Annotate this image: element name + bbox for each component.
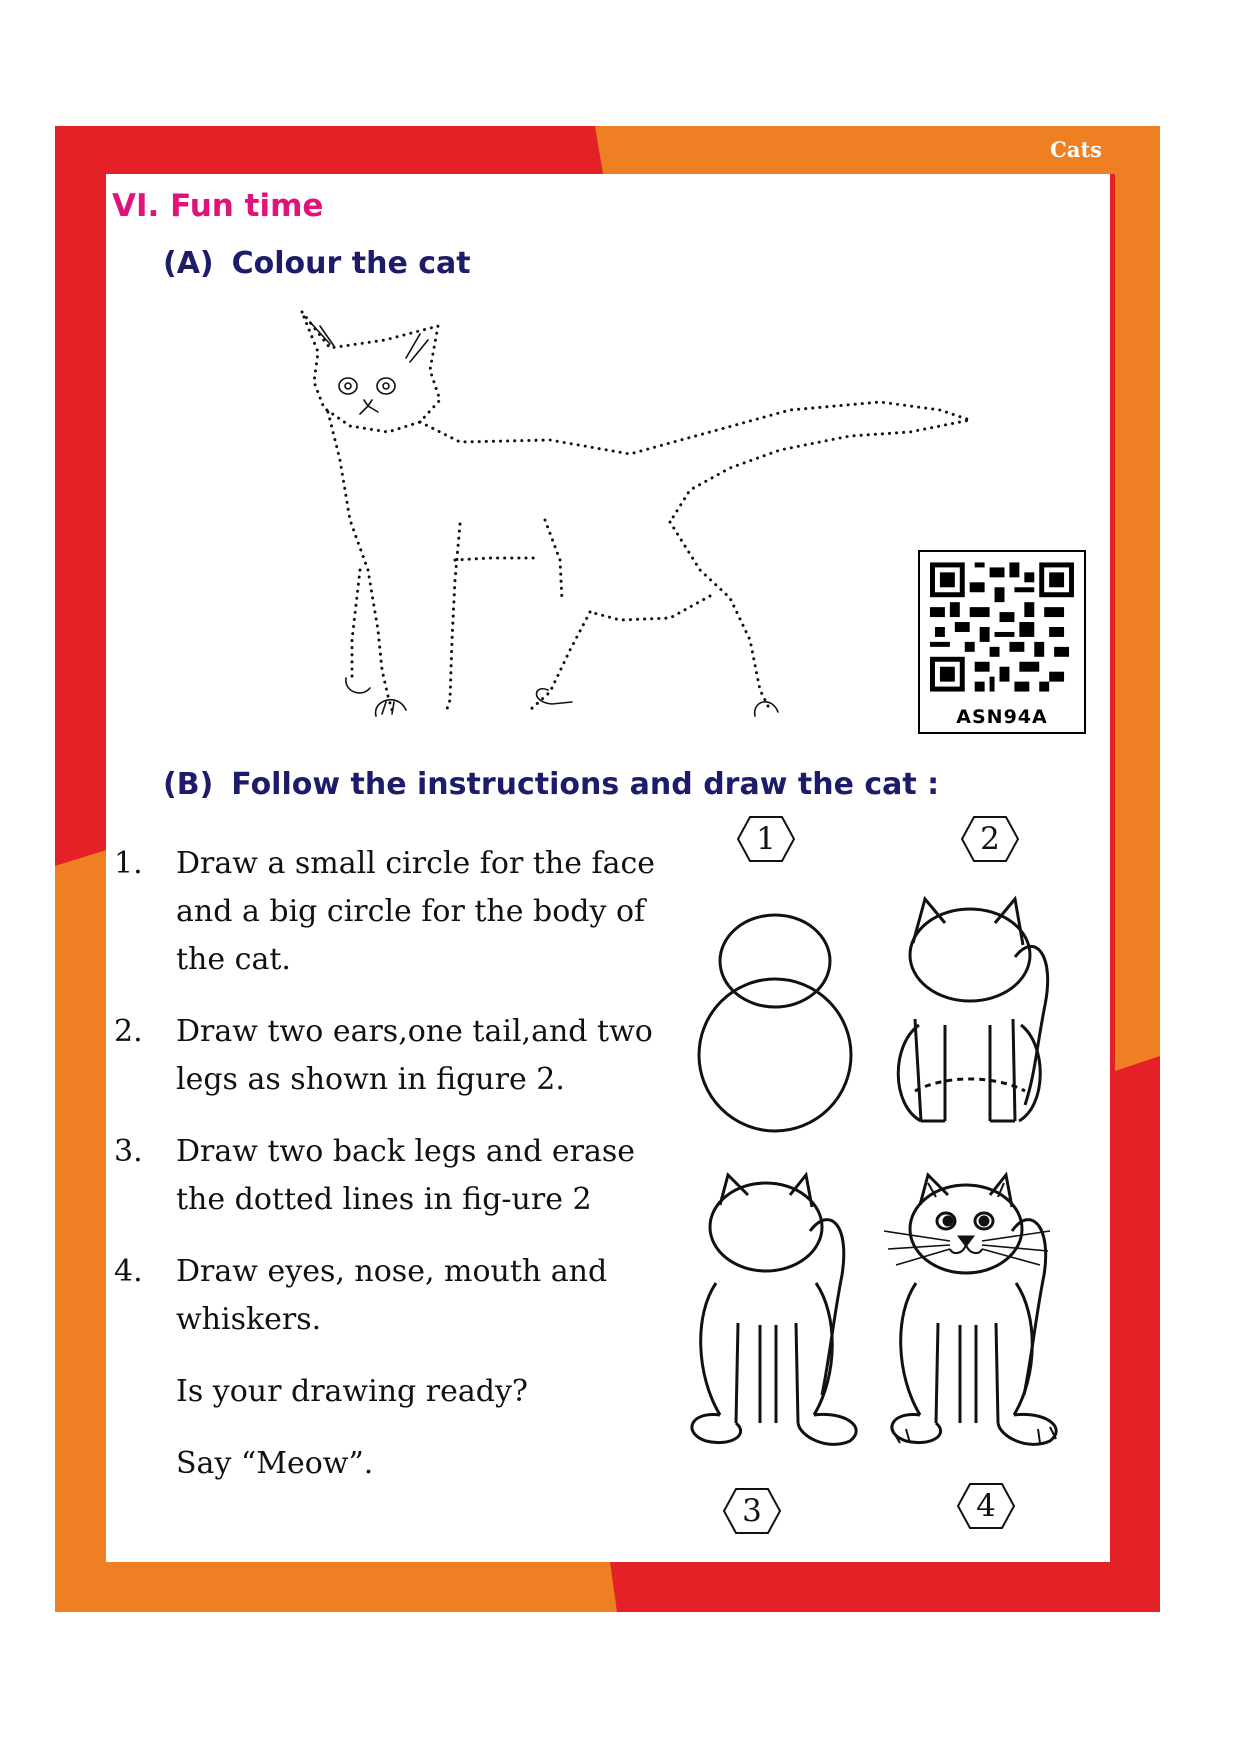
page-label: Cats xyxy=(1050,137,1102,162)
dotted-cat-outline[interactable] xyxy=(290,300,990,740)
part-a-title: Colour the cat xyxy=(231,246,471,281)
instruction-step xyxy=(114,1128,674,1224)
qr-code-box[interactable] xyxy=(918,550,1086,734)
instruction-step xyxy=(114,1008,674,1104)
step-number: 4. xyxy=(114,1254,143,1289)
part-b-title: Follow the instructions and draw the cat : xyxy=(231,767,940,802)
step-text: Draw two back legs and erase the dotted lines in fig-ure 2 xyxy=(176,1134,635,1217)
part-b-heading xyxy=(163,767,939,802)
figure-2-badge xyxy=(960,815,1020,863)
figure-4-number: 4 xyxy=(976,1488,996,1524)
figure-2-cat-shape xyxy=(885,885,1065,1145)
figure-4-finished-cat xyxy=(880,1165,1080,1455)
section-title: VI. Fun time xyxy=(112,188,324,224)
figure-3-badge xyxy=(722,1487,782,1535)
figure-3-number: 3 xyxy=(742,1493,762,1529)
part-a-marker: (A) xyxy=(163,246,214,281)
figure-4-badge xyxy=(956,1482,1016,1530)
qr-code-icon xyxy=(930,562,1074,692)
part-b-marker: (B) xyxy=(163,767,214,802)
instruction-step xyxy=(114,1248,674,1344)
step-number: 3. xyxy=(114,1134,143,1169)
figure-1-number: 1 xyxy=(756,821,776,857)
figure-1-badge xyxy=(736,815,796,863)
qr-code-label: ASN94A xyxy=(956,706,1048,728)
step-number: 2. xyxy=(114,1014,143,1049)
part-a-heading xyxy=(163,246,471,281)
step-text: Draw a small circle for the face and a big circle for the body of the cat. xyxy=(176,846,656,977)
closing-say: Say “Meow”. xyxy=(176,1446,374,1481)
step-text: Draw eyes, nose, mouth and whiskers. xyxy=(176,1254,608,1337)
step-number: 1. xyxy=(114,846,143,881)
closing-question: Is your drawing ready? xyxy=(176,1374,528,1409)
step-text: Draw two ears,one tail,and two legs as shown in figure 2. xyxy=(176,1014,653,1097)
figure-1-circles xyxy=(690,905,860,1135)
figure-2-number: 2 xyxy=(980,821,1000,857)
instruction-step xyxy=(114,840,674,984)
instruction-list xyxy=(114,840,674,1512)
figure-3-cat-shape xyxy=(680,1165,880,1455)
